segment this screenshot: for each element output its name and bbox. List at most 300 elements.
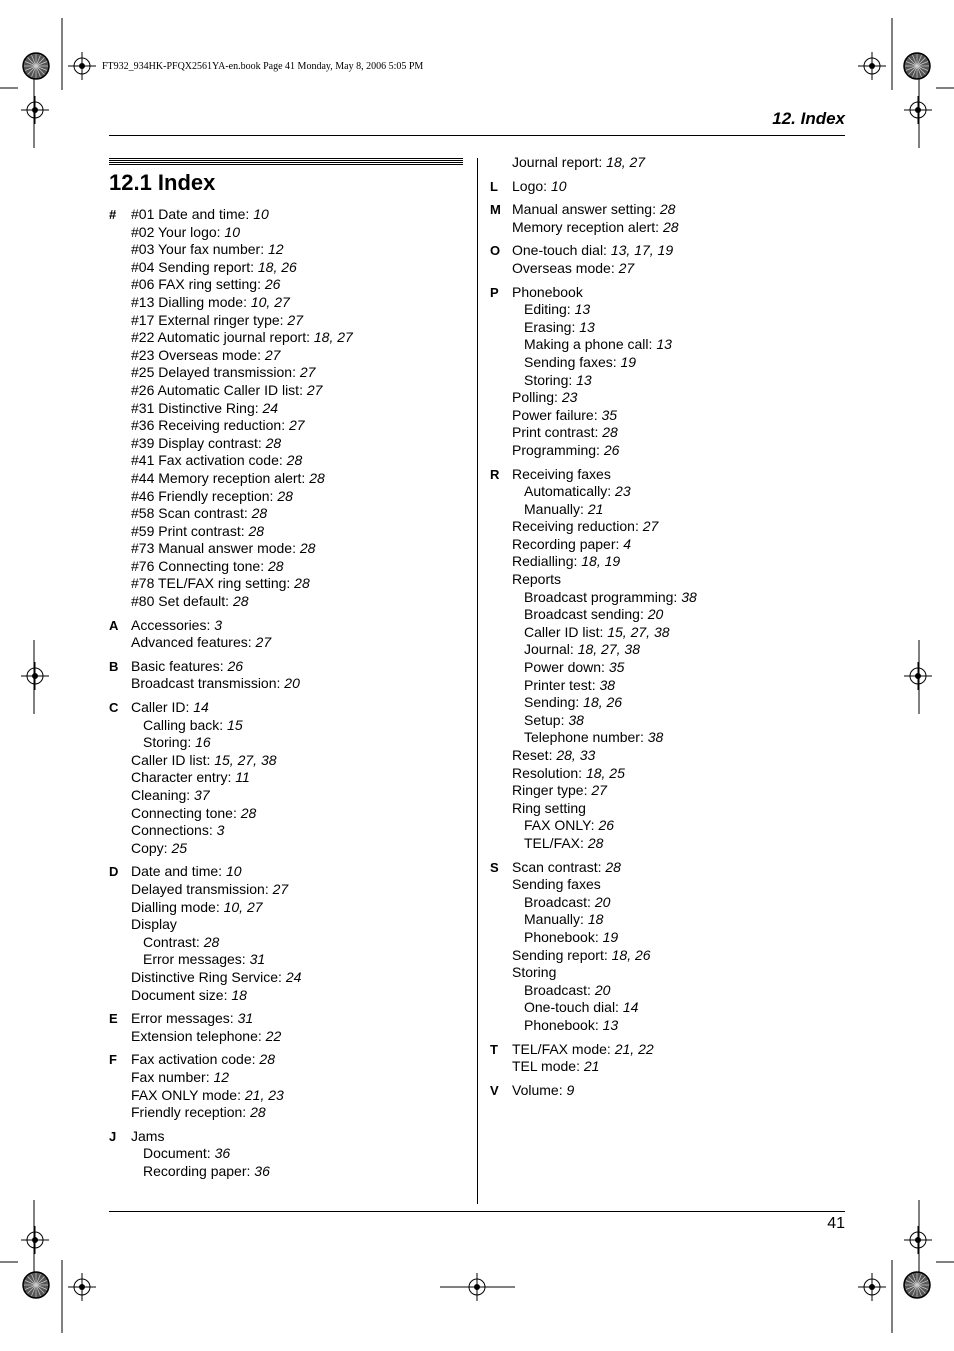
entry-term: Recording paper:	[143, 1162, 255, 1179]
index-letter: P	[490, 284, 499, 300]
entry-pages: 10	[224, 223, 240, 240]
index-entry	[490, 694, 850, 712]
entry-term: Fax number:	[131, 1068, 214, 1085]
entry-pages: 28	[299, 540, 316, 557]
entry-pages: 21, 23	[244, 1086, 284, 1103]
index-letter: B	[109, 658, 119, 674]
page-title: 12.1 Index	[109, 170, 216, 195]
entry-term: Polling:	[512, 389, 562, 406]
entry-pages: 23	[615, 483, 631, 500]
index-entry	[490, 1017, 850, 1035]
index-entry	[109, 805, 469, 823]
entry-pages: 38	[568, 711, 584, 728]
entry-pages: 18	[587, 911, 604, 928]
index-entry	[490, 835, 850, 853]
index-entry	[109, 951, 469, 969]
index-entry	[109, 540, 469, 558]
entry-pages: 19	[602, 928, 619, 945]
entry-term: Connections:	[131, 822, 217, 839]
index-entry	[490, 729, 850, 747]
entry-term: Caller ID:	[131, 699, 194, 716]
entry-pages: 28	[602, 424, 618, 441]
index-entry	[109, 593, 469, 611]
entry-term: Scan contrast:	[512, 858, 606, 875]
entry-pages: 18, 27, 38	[577, 641, 640, 658]
entry-term: TEL/FAX:	[524, 834, 588, 851]
index-entry	[490, 800, 850, 818]
index-entry	[109, 916, 469, 934]
index-entry	[490, 982, 850, 1000]
index-entry	[490, 260, 850, 278]
index-entry	[490, 372, 850, 390]
index-entry	[490, 677, 850, 695]
entry-term: Copy:	[131, 839, 172, 856]
entry-term: Caller ID list:	[524, 623, 608, 640]
entry-term: Volume:	[512, 1081, 567, 1098]
entry-pages: 24	[285, 968, 302, 985]
index-entry	[109, 617, 469, 635]
entry-pages: 37	[194, 787, 210, 803]
entry-pages: 27	[618, 259, 635, 276]
entry-pages: 11	[235, 769, 250, 786]
entry-term: Extension telephone:	[131, 1027, 266, 1044]
entry-term: Calling back:	[143, 716, 228, 733]
entry-pages: 26	[227, 657, 244, 674]
entry-term: #04 Sending report:	[131, 258, 258, 275]
entry-pages: 12	[268, 241, 284, 258]
index-entry	[109, 699, 469, 717]
entry-pages: 10	[253, 206, 269, 222]
entry-term: Broadcast:	[524, 981, 595, 998]
entry-term: #41 Fax activation code:	[131, 452, 287, 469]
entry-term: Storing	[512, 964, 557, 981]
entry-pages: 36	[254, 1162, 270, 1179]
entry-pages: 36	[214, 1145, 231, 1162]
index-entry	[490, 782, 850, 800]
entry-term: #76 Connecting tone:	[131, 557, 268, 574]
entry-pages: 27	[642, 518, 659, 535]
index-entry	[490, 336, 850, 354]
entry-pages: 20	[594, 981, 611, 998]
index-entry	[109, 276, 469, 294]
entry-pages: 13	[576, 371, 592, 388]
entry-term: Accessories:	[131, 616, 215, 633]
entry-pages: 28	[248, 522, 265, 539]
entry-pages: 28, 33	[556, 747, 596, 763]
index-group	[109, 617, 469, 652]
index-entry	[490, 284, 850, 302]
entry-term: Dialling mode:	[131, 898, 224, 915]
index-entry	[109, 1028, 469, 1046]
entry-pages: 13	[574, 301, 591, 318]
index-entry	[490, 765, 850, 783]
index-entry	[490, 964, 850, 982]
entry-term: Journal report:	[512, 154, 607, 170]
entry-pages: 26	[598, 817, 615, 834]
index-entry	[490, 747, 850, 765]
index-entry	[109, 899, 469, 917]
index-letter: F	[109, 1052, 117, 1068]
entry-term: TEL/FAX mode:	[512, 1040, 615, 1057]
entry-term: #78 TEL/FAX ring setting:	[131, 575, 295, 592]
index-letter: D	[109, 864, 119, 880]
entry-pages: 15, 27, 38	[214, 751, 277, 768]
index-entry	[109, 787, 469, 805]
entry-pages: 24	[262, 399, 279, 416]
entry-pages: 31	[249, 951, 266, 968]
index-entry	[490, 659, 850, 677]
entry-term: Receiving reduction:	[512, 518, 643, 535]
star-target-icon	[23, 53, 49, 79]
entry-pages: 20	[647, 606, 664, 623]
entry-term: Storing:	[524, 371, 577, 388]
index-entry	[109, 1010, 469, 1028]
entry-term: Power down:	[524, 659, 609, 676]
index-entry	[109, 1051, 469, 1069]
entry-term: Distinctive Ring Service:	[131, 968, 286, 985]
index-entry	[109, 224, 469, 242]
index-entry	[109, 312, 469, 330]
index-letter: T	[490, 1041, 498, 1057]
index-group	[490, 201, 850, 236]
index-letter: M	[490, 202, 501, 218]
entry-pages: 10, 27	[250, 293, 290, 310]
entry-pages: 18, 26	[257, 258, 297, 275]
entry-term: Fax activation code:	[131, 1051, 260, 1068]
entry-term: Cleaning:	[131, 787, 195, 803]
entry-term: Friendly reception:	[131, 1104, 251, 1121]
entry-term: Editing:	[524, 301, 575, 318]
index-entry	[109, 488, 469, 506]
index-entry	[109, 575, 469, 593]
entry-term: Automatically:	[524, 483, 616, 500]
index-group	[490, 466, 850, 853]
index-letter: L	[490, 178, 498, 194]
header-rule	[109, 135, 845, 136]
entry-pages: 27	[591, 782, 607, 799]
entry-pages: 21, 22	[614, 1040, 654, 1057]
entry-term: #03 Your fax number:	[131, 241, 268, 258]
index-entry	[490, 947, 850, 965]
column-divider	[477, 158, 478, 1204]
index-letter: V	[490, 1082, 499, 1098]
index-entry	[109, 329, 469, 347]
entry-pages: 15, 27, 38	[607, 623, 670, 640]
entry-pages: 18, 26	[611, 946, 651, 963]
entry-pages: 14	[193, 699, 209, 716]
entry-pages: 27	[264, 346, 281, 363]
entry-pages: 25	[171, 839, 188, 856]
index-entry	[490, 501, 850, 519]
index-letter: J	[109, 1128, 117, 1144]
index-letter: #	[109, 207, 117, 222]
index-entry	[490, 407, 850, 425]
index-entry	[490, 442, 850, 460]
index-entry	[109, 206, 469, 224]
crosshair-icon	[21, 662, 49, 690]
entry-term: Print contrast:	[512, 424, 603, 441]
index-group	[490, 242, 850, 277]
entry-pages: 28	[605, 858, 621, 875]
index-group	[109, 1051, 469, 1121]
entry-term: Error messages:	[143, 951, 250, 968]
index-entry	[490, 536, 850, 554]
entry-term: Phonebook:	[524, 928, 603, 945]
entry-pages: 27	[289, 417, 305, 434]
entry-term: Sending faxes:	[524, 353, 621, 370]
entry-pages: 13	[602, 1016, 619, 1033]
entry-term: #36 Receiving reduction:	[131, 417, 289, 434]
entry-pages: 28	[250, 1104, 266, 1121]
index-entry	[109, 634, 469, 652]
index-entry	[490, 999, 850, 1017]
entry-term: One-touch dial:	[512, 242, 611, 259]
entry-term: Document size:	[131, 986, 232, 1003]
index-entry	[109, 435, 469, 453]
entry-term: Memory reception alert:	[512, 218, 663, 235]
entry-term: Manual answer setting:	[512, 201, 660, 218]
index-group	[109, 863, 469, 1004]
footer-rule	[109, 1211, 845, 1212]
entry-pages: 19	[620, 353, 637, 370]
entry-pages: 27	[287, 311, 303, 328]
entry-term: Logo:	[512, 177, 551, 194]
entry-term: Manually:	[524, 500, 588, 517]
index-entry	[490, 571, 850, 589]
index-entry	[490, 589, 850, 607]
entry-term: Printer test:	[524, 676, 600, 693]
index-entry	[109, 675, 469, 693]
entry-pages: 28	[662, 218, 679, 235]
entry-pages: 26	[603, 441, 620, 458]
entry-term: Erasing:	[524, 318, 580, 335]
index-entry	[490, 553, 850, 571]
entry-pages: 20	[284, 675, 300, 692]
index-entry	[109, 881, 469, 899]
index-group	[109, 658, 469, 693]
index-letter: S	[490, 859, 499, 875]
entry-pages: 20	[594, 893, 611, 910]
index-entry	[109, 523, 469, 541]
entry-term: #39 Display contrast:	[131, 434, 266, 451]
entry-pages: 21	[583, 1058, 600, 1075]
index-entry	[109, 863, 469, 881]
index-entry	[490, 389, 850, 407]
entry-term: Sending faxes	[512, 876, 601, 893]
index-entry	[109, 934, 469, 952]
entry-pages: 26	[264, 276, 281, 293]
entry-term: #13 Dialling mode:	[131, 293, 251, 310]
index-entry	[490, 606, 850, 624]
entry-pages: 28	[286, 452, 303, 469]
star-target-icon	[23, 1272, 49, 1298]
entry-term: Date and time:	[131, 863, 226, 880]
crosshair-icon	[904, 96, 932, 124]
entry-pages: 35	[608, 659, 625, 676]
entry-term: Document:	[143, 1145, 215, 1162]
entry-term: Broadcast programming:	[524, 588, 682, 605]
index-letter: C	[109, 700, 119, 716]
entry-term: Manually:	[524, 911, 588, 928]
entry-term: #23 Overseas mode:	[131, 346, 265, 363]
index-entry	[490, 894, 850, 912]
index-group	[109, 699, 469, 857]
index-column-2	[490, 154, 850, 1105]
index-group	[490, 1082, 850, 1100]
index-entry	[490, 301, 850, 319]
entry-pages: 31	[237, 1010, 254, 1027]
index-entry	[490, 876, 850, 894]
entry-term: Error messages:	[131, 1010, 238, 1027]
crosshair-icon	[21, 96, 49, 124]
entry-term: Sending report:	[512, 946, 612, 963]
index-entry	[490, 1058, 850, 1076]
entry-pages: 28	[587, 834, 604, 851]
entry-term: Broadcast transmission:	[131, 675, 285, 692]
entry-pages: 27	[255, 634, 272, 651]
entry-term: #17 External ringer type:	[131, 311, 288, 328]
entry-pages: 10	[225, 863, 242, 880]
entry-term: #44 Memory reception alert:	[131, 469, 310, 486]
index-entry	[490, 911, 850, 929]
entry-term: One-touch dial:	[524, 999, 623, 1016]
entry-pages: 23	[561, 389, 578, 406]
index-entry	[490, 518, 850, 536]
entry-term: Reset:	[512, 747, 557, 763]
index-group	[109, 206, 469, 611]
page-number: 41	[827, 1215, 845, 1232]
index-entry	[109, 658, 469, 676]
entry-term: #26 Automatic Caller ID list:	[131, 381, 307, 398]
index-entry	[109, 717, 469, 735]
crosshair-icon	[858, 1273, 886, 1301]
entry-pages: 38	[647, 729, 664, 746]
entry-term: TEL mode:	[512, 1058, 584, 1075]
entry-term: Telephone number:	[524, 729, 648, 746]
entry-pages: 28	[659, 201, 676, 218]
entry-pages: 13, 17, 19	[610, 242, 674, 259]
index-entry	[109, 840, 469, 858]
index-group	[490, 154, 850, 172]
index-entry	[109, 470, 469, 488]
entry-pages: 28	[232, 593, 249, 610]
entry-term: Programming:	[512, 441, 604, 458]
entry-term: Delayed transmission:	[131, 880, 273, 897]
entry-pages: 18, 27	[606, 154, 646, 170]
index-group	[490, 1041, 850, 1076]
entry-pages: 3	[216, 822, 225, 839]
index-entry	[109, 558, 469, 576]
index-entry	[109, 505, 469, 523]
index-entry	[109, 452, 469, 470]
crosshair-icon	[904, 1226, 932, 1254]
crosshair-icon	[68, 52, 96, 80]
entry-pages: 16	[195, 734, 211, 751]
entry-term: #59 Print contrast:	[131, 522, 249, 539]
entry-pages: 28	[251, 505, 268, 522]
entry-term: #25 Delayed transmission:	[131, 364, 300, 381]
entry-term: Broadcast sending:	[524, 606, 648, 623]
index-entry	[109, 364, 469, 382]
index-entry	[490, 201, 850, 219]
index-group	[490, 284, 850, 460]
index-entry	[490, 154, 850, 172]
entry-term: Ring setting	[512, 799, 586, 816]
entry-pages: 38	[681, 588, 697, 605]
index-entry	[109, 382, 469, 400]
index-entry	[109, 1145, 469, 1163]
entry-term: Advanced features:	[131, 634, 256, 651]
entry-pages: 28	[265, 434, 282, 451]
star-target-icon	[904, 1272, 930, 1298]
entry-term: Reports	[512, 571, 562, 588]
entry-pages: 28	[259, 1051, 275, 1068]
index-entry	[490, 178, 850, 196]
entry-term: Storing:	[143, 734, 196, 751]
index-entry	[109, 1104, 469, 1122]
index-entry	[109, 752, 469, 770]
crosshair-icon	[858, 52, 886, 80]
index-entry	[490, 859, 850, 877]
entry-term: Contrast:	[143, 933, 204, 950]
entry-pages: 14	[622, 999, 639, 1016]
entry-term: Journal:	[524, 641, 578, 658]
entry-pages: 4	[623, 535, 632, 552]
index-entry	[490, 319, 850, 337]
entry-term: Redialling:	[512, 553, 582, 570]
entry-term: #80 Set default:	[131, 593, 233, 610]
entry-pages: 28	[294, 575, 310, 592]
index-entry	[490, 817, 850, 835]
entry-term: Display	[131, 916, 177, 933]
entry-term: #06 FAX ring setting:	[131, 276, 265, 293]
entry-term: #73 Manual answer mode:	[131, 540, 300, 557]
index-letter: R	[490, 466, 500, 482]
entry-term: Sending:	[524, 694, 584, 711]
index-entry	[109, 769, 469, 787]
entry-term: Connecting tone:	[131, 804, 241, 821]
entry-pages: 28	[268, 557, 284, 574]
index-entry	[490, 242, 850, 260]
entry-term: Ringer type:	[512, 782, 592, 799]
entry-pages: 28	[240, 804, 257, 821]
crosshair-icon	[21, 1226, 49, 1254]
index-entry	[109, 822, 469, 840]
index-entry	[109, 259, 469, 277]
entry-pages: 10, 27	[223, 898, 263, 915]
index-entry	[109, 400, 469, 418]
index-entry	[109, 1087, 469, 1105]
entry-term: Making a phone call:	[524, 336, 657, 353]
entry-term: Setup:	[524, 711, 569, 728]
entry-pages: 10	[550, 177, 567, 194]
entry-pages: 18, 27	[313, 329, 353, 346]
index-entry	[109, 1069, 469, 1087]
index-entry	[490, 624, 850, 642]
entry-term: #01 Date and time:	[131, 206, 254, 222]
index-entry	[490, 483, 850, 501]
entry-term: Character entry:	[131, 769, 236, 786]
index-entry	[490, 641, 850, 659]
index-entry	[490, 1082, 850, 1100]
entry-pages: 22	[265, 1027, 282, 1044]
entry-term: Jams	[131, 1127, 165, 1144]
entry-term: #31 Distinctive Ring:	[131, 399, 263, 416]
entry-term: FAX ONLY:	[524, 817, 599, 834]
title-bar	[109, 158, 463, 165]
crosshair-icon	[68, 1273, 96, 1301]
entry-term: Phonebook:	[524, 1016, 603, 1033]
